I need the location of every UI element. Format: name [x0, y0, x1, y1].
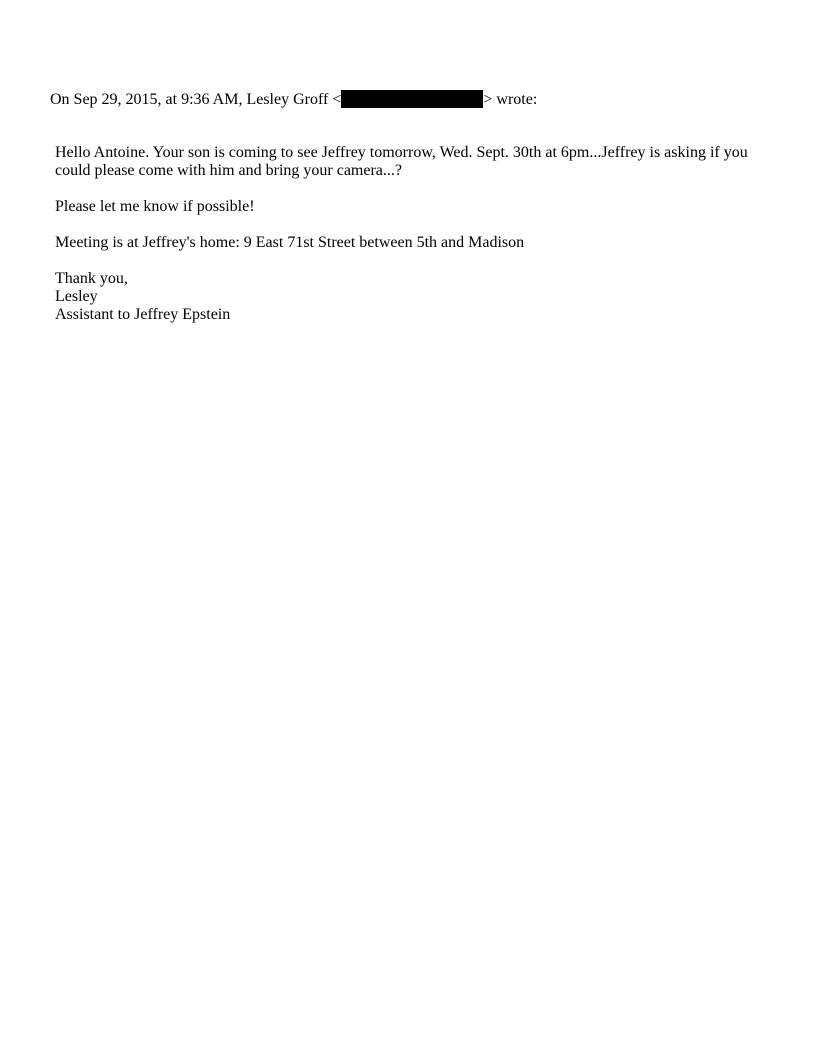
header-prefix: On Sep 29, 2015, at 9:36 AM, Lesley Groff <	[50, 91, 342, 108]
body-paragraph-1: Hello Antoine. Your son is coming to see Jeffrey tomorrow, Wed. Sept. 30th at 6pm...Jeffrey is asking if you could please come with him and bring your camera...?	[55, 144, 748, 179]
signature-block	[55, 270, 775, 324]
body-paragraph-2: Please let me know if possible!	[55, 198, 255, 215]
redaction-bar	[341, 90, 483, 108]
signature-name: Lesley	[55, 288, 98, 305]
header-suffix: > wrote:	[483, 91, 538, 108]
signature-closing: Thank you,	[55, 270, 128, 287]
email-body	[55, 144, 775, 324]
body-paragraph-3: Meeting is at Jeffrey's home: 9 East 71st Street between 5th and Madison	[55, 234, 525, 251]
email-quote-header	[50, 90, 537, 110]
signature-title: Assistant to Jeffrey Epstein	[55, 306, 231, 323]
